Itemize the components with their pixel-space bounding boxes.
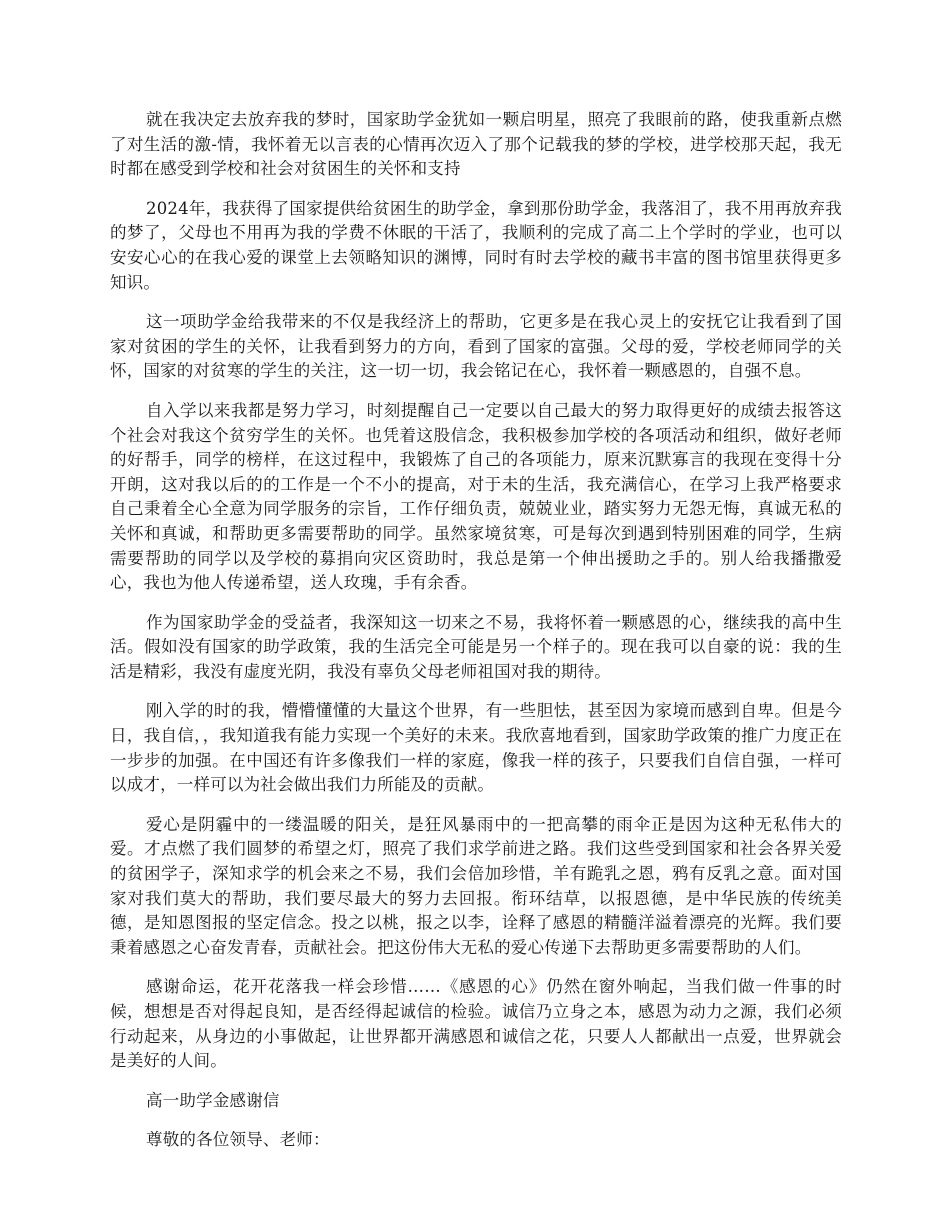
paragraph-2: 2024年，我获得了国家提供给贫困生的助学金，拿到那份助学金，我落泪了，我不用再放弃我的梦了，父母也不用再为我的学费不休眠的干活了，我顺利的完成了高二上个学时的学业，也可以安安心心的在我心爱的课堂上去领略知识的渊博，同时有时去学校的藏书丰富的图书馆里获得更多知识。	[110, 198, 842, 292]
letter-salutation: 尊敬的各位领导、老师：	[146, 1130, 330, 1150]
document-body	[110, 108, 842, 1168]
paragraph-6: 刚入学的时的我，懵懵懂懂的大量这个世界，有一些胆怯，甚至因为家境而感到自卑。但是今日，我自信，，我知道我有能力实现一个美好的未来。我欣喜地看到，国家助学政策的推广力度正在一步步的加强。在中国还有许多像我们一样的家庭，像我一样的孩子，只要我们自信自强，一样可以成才，一样可以为社会做出我们力所能及的贡献。	[110, 701, 842, 795]
paragraph-5: 作为国家助学金的受益者，我深知这一切来之不易，我将怀着一颗感恩的心，继续我的高中生活。假如没有国家的助学政策，我的生活完全可能是另一个样子的。现在我可以自豪的说：我的生活是精彩，我没有虚度光阴，我没有辜负父母老师祖国对我的期待。	[110, 612, 842, 681]
paragraph-3: 这一项助学金给我带来的不仅是我经济上的帮助，它更多是在我心灵上的安抚它让我看到了国家对贫困的学生的关怀，让我看到努力的方向，看到了国家的富强。父母的爱，学校老师同学的关怀，国家的对贫寒的学生的关注，这一切一切，我会铭记在心，我怀着一颗感恩的，自强不息。	[110, 312, 842, 381]
paragraph-1: 就在我决定去放弃我的梦时，国家助学金犹如一颗启明星，照亮了我眼前的路，使我重新点燃了对生活的激-情，我怀着无以言表的心情再次迈入了那个记载我的梦的学校，进学校那天起，我无时都在感受到学校和社会对贫困生的关怀和支持	[110, 110, 842, 179]
letter-title: 高一助学金感谢信	[146, 1090, 280, 1110]
paragraph-7: 爱心是阴霾中的一缕温暖的阳关，是狂风暴雨中的一把高攀的雨伞正是因为这种无私伟大的爱。才点燃了我们圆梦的希望之灯，照亮了我们求学前进之路。我们这些受到国家和社会各界关爱的贫困学子，深知求学的机会来之不易，我们会倍加珍惜，羊有跪乳之恩，鸦有反乳之意。面对国家对我们莫大的帮助，我们要尽最大的努力去回报。衔环结草，以报恩德，是中华民族的传统美德，是知恩图报的坚定信念。投之以桃，报之以李，诠释了感恩的精髓洋溢着漂亮的光辉。我们要秉着感恩之心奋发青春，贡献社会。把这份伟大无私的爱心传递下去帮助更多需要帮助的人们。	[110, 814, 842, 957]
paragraph-4: 自入学以来我都是努力学习，时刻提醒自己一定要以自己最大的努力取得更好的成绩去报答这个社会对我这个贫穷学生的关怀。也凭着这股信念，我积极参加学校的各项活动和组织，做好老师的好帮手，同学的榜样，在这过程中，我锻炼了自己的各项能力，原来沉默寡言的我现在变得十分开朗，这对我以后的的工作是一个不小的提高，对于未的生活，我充满信心，在学习上我严格要求自己秉着全心全意为同学服务的宗旨，工作仔细负责，兢兢业业，踏实努力无怨无悔，真诚无私的关怀和真诚，和帮助更多需要帮助的同学。虽然家境贫寒，可是每次到遇到特别困难的同学，生病需要帮助的同学以及学校的募捐向灾区资助时，我总是第一个伸出援助之手的。别人给我播撒爱心，我也为他人传递希望，送人玫瑰，手有余香。	[110, 400, 842, 593]
paragraph-8: 感谢命运，花开花落我一样会珍惜……《感恩的心》仍然在窗外响起，当我们做一件事的时候，想想是否对得起良知，是否经得起诚信的检验。诚信乃立身之本，感恩为动力之源，我们必须行动起来，从身边的小事做起，让世界都开满感恩和诚信之花，只要人人都献出一点爱，世界就会是美好的人间。	[110, 977, 842, 1071]
